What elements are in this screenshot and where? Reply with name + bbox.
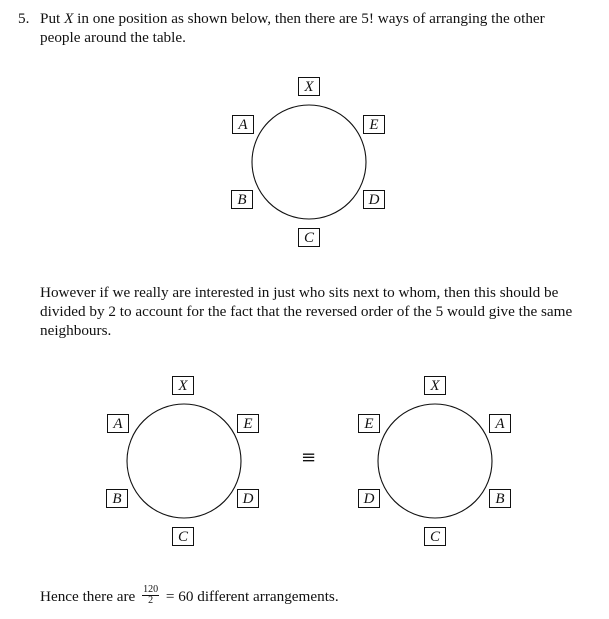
seat-top: X xyxy=(298,77,320,96)
fraction xyxy=(142,585,159,606)
seat-right-lower: B xyxy=(489,489,511,508)
seat-left-upper: E xyxy=(358,414,380,433)
seat-right-lower: D xyxy=(237,489,259,508)
seat-left-upper: A xyxy=(232,115,254,134)
problem-text-1: Put xyxy=(40,10,65,27)
seat-left-upper: A xyxy=(107,414,129,433)
conclusion-text-2: = 60 different arrangements. xyxy=(162,588,339,605)
seat-top: X xyxy=(424,376,446,395)
seat-bottom: C xyxy=(424,527,446,546)
seat-right-upper: A xyxy=(489,414,511,433)
seat-right-upper: E xyxy=(363,115,385,134)
explanation-paragraph: However if we really are interested in just who sits next to whom, then this should be divided by 2 to account for the fact that the reversed order of the 5 would give the same neighbours. xyxy=(40,284,573,339)
problem-number: 5. xyxy=(18,10,30,27)
seat-left-lower: B xyxy=(106,489,128,508)
seat-right-upper: E xyxy=(237,414,259,433)
seat-left-lower: D xyxy=(358,489,380,508)
seat-top: X xyxy=(172,376,194,395)
fraction-numerator: 120 xyxy=(143,584,159,596)
equivalence-symbol: ≡ xyxy=(301,447,317,468)
variable-x: X xyxy=(64,10,74,27)
seat-bottom: C xyxy=(172,527,194,546)
seat-left-lower: B xyxy=(231,190,253,209)
problem-text-3: people around the table. xyxy=(40,29,186,46)
conclusion-line xyxy=(40,584,585,608)
seat-bottom: C xyxy=(298,228,320,247)
conclusion-text-1: Hence there are xyxy=(40,588,140,605)
seat-right-lower: D xyxy=(363,190,385,209)
problem-text-2: in one position as shown below, then there are 5! ways of arranging the other xyxy=(73,10,545,27)
fraction-denominator: 2 xyxy=(148,595,154,607)
